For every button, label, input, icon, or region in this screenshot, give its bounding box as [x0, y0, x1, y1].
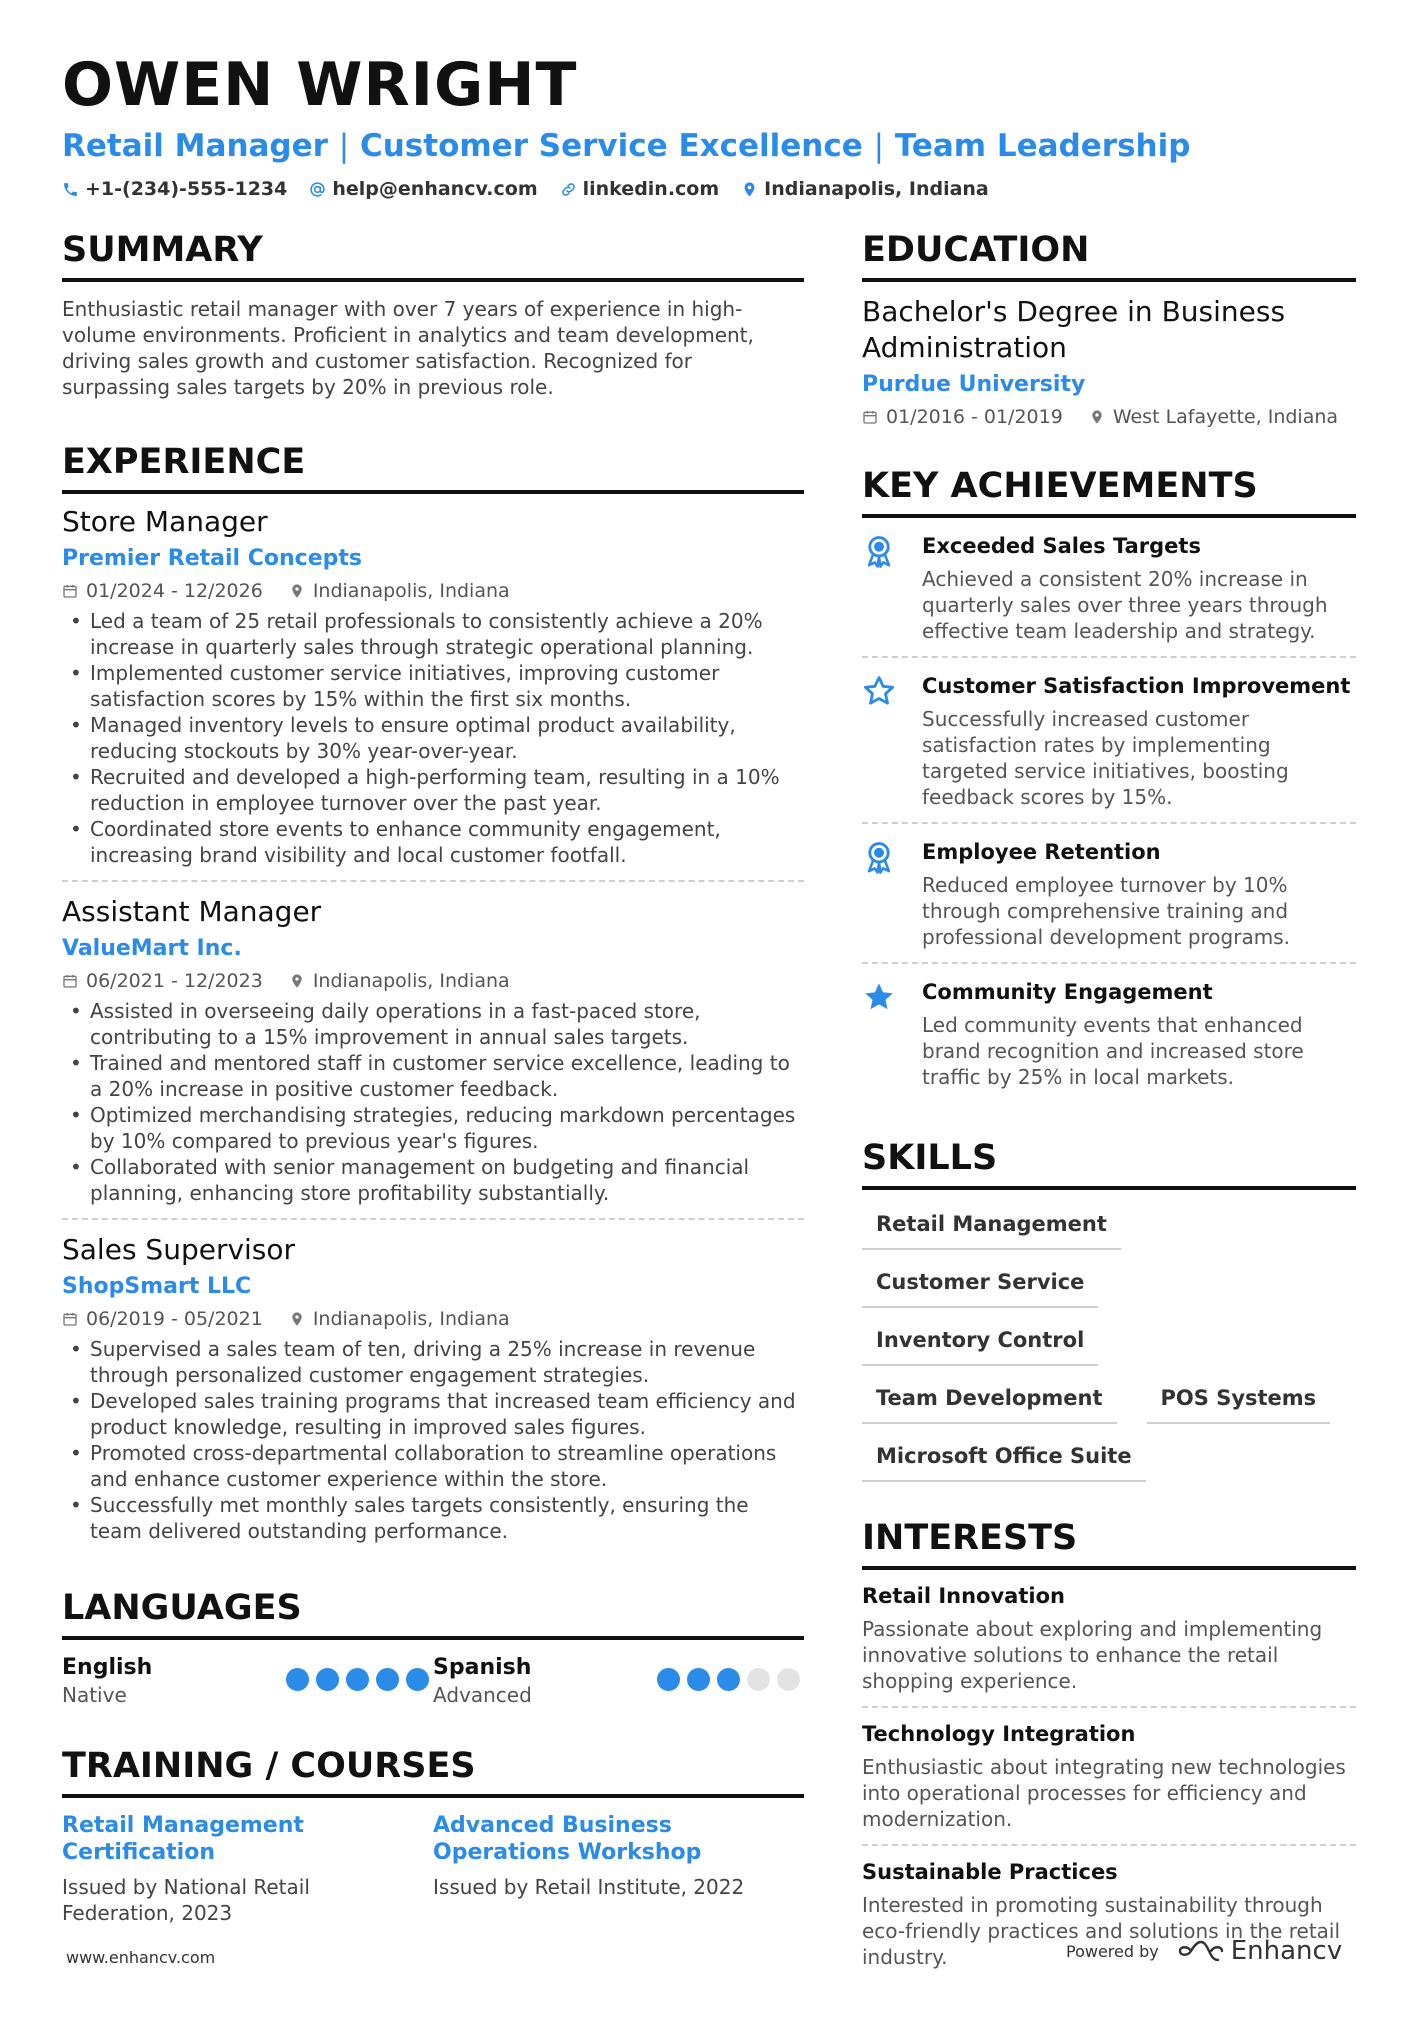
section-title: EXPERIENCE	[62, 440, 804, 494]
language-level: Native	[62, 1683, 127, 1707]
linkedin-text: linkedin.com	[582, 178, 720, 200]
star-filled-icon	[862, 980, 896, 1014]
calendar-icon	[62, 973, 78, 989]
right-column	[862, 228, 1356, 2026]
job-bullets	[62, 998, 804, 1206]
achievement-item	[862, 518, 1356, 658]
achievement-icon-wrap	[862, 978, 906, 1090]
course-item	[433, 1812, 804, 1926]
education-meta	[862, 406, 1356, 428]
calendar-icon	[862, 409, 878, 425]
language-name: Spanish	[433, 1655, 532, 1680]
education-section	[862, 228, 1356, 428]
education-location	[1089, 406, 1338, 428]
proficiency-dot-filled	[376, 1668, 399, 1691]
achievement-desc: Led community events that enhanced brand recognition and increased store traffic by 25% in local markets.	[922, 1013, 1304, 1089]
skill-tag: Inventory Control	[862, 1322, 1098, 1366]
dates-text: 06/2019 - 05/2021	[86, 1308, 263, 1330]
bullet: • Successfully met monthly sales targets consistently, ensuring the team delivered outstanding performance.	[62, 1492, 804, 1544]
dates-text: 01/2016 - 01/2019	[886, 406, 1063, 428]
interest-desc: Enthusiastic about integrating new technologies into operational processes for efficiency and modernization.	[862, 1755, 1346, 1831]
job-entry	[62, 882, 804, 1220]
language-level: Advanced	[433, 1683, 532, 1707]
skill-tag: Team Development	[862, 1380, 1117, 1424]
proficiency-dot-filled	[286, 1668, 309, 1691]
achievement-title: Community Engagement	[922, 980, 1213, 1004]
job-bullets	[62, 608, 804, 868]
location-text: Indianapolis, Indiana	[312, 580, 510, 602]
footer-branding	[1066, 1936, 1342, 1966]
email-text: help@enhancv.com	[332, 178, 538, 200]
location-pin-icon	[1089, 409, 1105, 425]
job-location	[289, 970, 510, 992]
bullet: • Coordinated store events to enhance community engagement, increasing brand visibility and local customer footfall.	[62, 816, 804, 868]
education-dates	[862, 406, 1063, 428]
skill-tag: POS Systems	[1147, 1380, 1331, 1424]
bullet: • Optimized merchandising strategies, reducing markdown percentages by 10% compared to previous year's figures.	[62, 1102, 804, 1154]
interest-item	[862, 1708, 1356, 1846]
achievement-icon-wrap	[862, 532, 906, 644]
job-title: Store Manager	[62, 505, 268, 538]
job-title: Assistant Manager	[62, 895, 322, 928]
proficiency-dots	[657, 1668, 800, 1708]
company-name: Premier Retail Concepts	[62, 546, 362, 571]
skill-tag: Customer Service	[862, 1264, 1098, 1308]
achievement-title: Employee Retention	[922, 840, 1161, 864]
training-section	[62, 1744, 804, 1926]
enhancv-logo-icon	[1177, 1938, 1225, 1964]
bullet: • Collaborated with senior management on budgeting and financial planning, enhancing store profitability substantially.	[62, 1154, 804, 1206]
course-desc: Issued by Retail Institute, 2022	[433, 1875, 745, 1899]
section-title: SUMMARY	[62, 228, 804, 282]
section-title: TRAINING / COURSES	[62, 1744, 804, 1798]
summary-section	[62, 228, 804, 400]
job-location	[289, 1308, 510, 1330]
achievement-title: Exceeded Sales Targets	[922, 534, 1201, 558]
language-list	[62, 1654, 804, 1708]
headline	[62, 126, 1362, 166]
language-name: English	[62, 1655, 153, 1680]
achievement-desc: Achieved a consistent 20% increase in quarterly sales over three years through effective team leadership and strategy.	[922, 567, 1328, 643]
achievement-desc: Successfully increased customer satisfaction rates by implementing targeted service initiatives, boosting feedback scores by 15%.	[922, 707, 1289, 809]
link-icon	[560, 181, 577, 198]
interest-title: Retail Innovation	[862, 1584, 1065, 1608]
candidate-name: OWEN WRIGHT	[62, 50, 578, 120]
course-name: Retail Management Certification	[62, 1813, 304, 1865]
section-title: INTERESTS	[862, 1516, 1356, 1570]
job-dates	[62, 580, 263, 602]
bullet: • Promoted cross-departmental collaboration to streamline operations and enhance customer experience within the store.	[62, 1440, 804, 1492]
achievements-section	[862, 464, 1356, 1102]
dates-text: 06/2021 - 12/2023	[86, 970, 263, 992]
calendar-icon	[62, 583, 78, 599]
course-name: Advanced Business Operations Workshop	[433, 1813, 702, 1865]
location-pin-icon	[289, 1311, 305, 1327]
proficiency-dot-filled	[406, 1668, 429, 1691]
location-pin-icon	[289, 583, 305, 599]
bullet: • Assisted in overseeing daily operations in a fast-paced store, contributing to a 15% improvement in annual sales targets.	[62, 998, 804, 1050]
interest-title: Technology Integration	[862, 1722, 1136, 1746]
award-ribbon-icon	[862, 534, 896, 568]
award-ribbon-icon	[862, 840, 896, 874]
achievement-icon-wrap	[862, 838, 906, 950]
achievement-item	[862, 964, 1356, 1102]
location-text: Indianapolis, Indiana	[312, 970, 510, 992]
phone-icon	[62, 181, 79, 198]
section-title: LANGUAGES	[62, 1586, 804, 1640]
star-outline-icon	[862, 674, 896, 708]
proficiency-dots	[286, 1668, 429, 1708]
school-name: Purdue University	[862, 372, 1086, 397]
company-name: ValueMart Inc.	[62, 936, 242, 961]
powered-by-text: Powered by	[1066, 1941, 1159, 1961]
interests-section	[862, 1516, 1356, 1982]
brand-logo[interactable]	[1177, 1936, 1342, 1966]
interest-desc: Passionate about exploring and implementing innovative solutions to enhance the retail shopping experience.	[862, 1617, 1323, 1693]
phone-text: +1-(234)-555-1234	[85, 178, 288, 200]
headline-part: Team Leadership	[894, 128, 1191, 164]
job-location	[289, 580, 510, 602]
achievement-item	[862, 658, 1356, 824]
skill-tag: Retail Management	[862, 1206, 1121, 1250]
degree-name: Bachelor's Degree in Business Administration	[862, 295, 1286, 364]
location-text: Indianapolis, Indiana	[312, 1308, 510, 1330]
achievement-item	[862, 824, 1356, 964]
location-text: West Lafayette, Indiana	[1112, 406, 1339, 428]
course-desc: Issued by National Retail Federation, 2023	[62, 1875, 310, 1925]
skills-section	[862, 1136, 1356, 1482]
job-entry	[62, 1220, 804, 1556]
skill-list	[862, 1206, 1356, 1482]
proficiency-dot-filled	[316, 1668, 339, 1691]
languages-section	[62, 1586, 804, 1708]
interest-title: Sustainable Practices	[862, 1860, 1118, 1884]
job-meta	[62, 580, 804, 602]
dates-text: 01/2024 - 12/2026	[86, 580, 263, 602]
headline-part: Customer Service Excellence	[359, 128, 863, 164]
achievement-desc: Reduced employee turnover by 10% through comprehensive training and professional development programs.	[922, 873, 1290, 949]
job-entry	[62, 494, 804, 882]
course-list	[62, 1812, 804, 1926]
proficiency-dot-filled	[687, 1668, 710, 1691]
course-item	[62, 1812, 433, 1926]
proficiency-dot-empty	[777, 1668, 800, 1691]
bullet: • Led a team of 25 retail professionals to consistently achieve a 20% increase in quarterly sales through strategic operational planning.	[62, 608, 804, 660]
bullet: • Developed sales training programs that increased team efficiency and product knowledge, resulting in improved sales figures.	[62, 1388, 804, 1440]
job-title: Sales Supervisor	[62, 1233, 296, 1266]
contact-linkedin[interactable]	[560, 178, 720, 200]
language-item	[62, 1654, 433, 1708]
headline-separator: |	[873, 128, 885, 164]
proficiency-dot-filled	[346, 1668, 369, 1691]
proficiency-dot-empty	[747, 1668, 770, 1691]
at-icon	[309, 181, 326, 198]
footer-website[interactable]: www.enhancv.com	[66, 1948, 216, 1967]
location-pin-icon	[289, 973, 305, 989]
job-bullets	[62, 1336, 804, 1544]
section-title: SKILLS	[862, 1136, 1356, 1190]
contact-bar	[62, 178, 1362, 200]
bullet: • Managed inventory levels to ensure optimal product availability, reducing stockouts by 30% year-over-year.	[62, 712, 804, 764]
achievement-icon-wrap	[862, 672, 906, 810]
headline-separator: |	[338, 128, 350, 164]
job-dates	[62, 970, 263, 992]
contact-email[interactable]	[309, 178, 537, 200]
contact-phone[interactable]	[62, 178, 287, 200]
section-title: KEY ACHIEVEMENTS	[862, 464, 1356, 518]
section-title: EDUCATION	[862, 228, 1356, 282]
language-item	[433, 1654, 804, 1708]
achievement-title: Customer Satisfaction Improvement	[922, 674, 1351, 698]
bullet: • Implemented customer service initiatives, improving customer satisfaction scores by 15% within the first six months.	[62, 660, 804, 712]
resume-header	[62, 50, 1362, 200]
proficiency-dot-filled	[717, 1668, 740, 1691]
job-dates	[62, 1308, 263, 1330]
calendar-icon	[62, 1311, 78, 1327]
left-column	[62, 228, 804, 1970]
skill-tag: Microsoft Office Suite	[862, 1438, 1146, 1482]
company-name: ShopSmart LLC	[62, 1274, 252, 1299]
job-meta	[62, 1308, 804, 1330]
brand-name: Enhancv	[1230, 1936, 1343, 1966]
headline-part: Retail Manager	[62, 128, 328, 164]
summary-text: Enthusiastic retail manager with over 7 years of experience in high-volume environments. Proficient in analytics and team development, driving sales growth and customer satisfaction. Recognized for surpassing sales targets by 20% in previous role.	[62, 297, 754, 399]
interest-item	[862, 1570, 1356, 1708]
bullet: • Supervised a sales team of ten, driving a 25% increase in revenue through personalized customer engagement strategies.	[62, 1336, 804, 1388]
location-pin-icon	[741, 181, 758, 198]
contact-location	[741, 178, 989, 200]
job-meta	[62, 970, 804, 992]
bullet: • Recruited and developed a high-performing team, resulting in a 10% reduction in employee turnover over the past year.	[62, 764, 804, 816]
bullet: • Trained and mentored staff in customer service excellence, leading to a 20% increase in positive customer feedback.	[62, 1050, 804, 1102]
location-text: Indianapolis, Indiana	[764, 178, 989, 200]
experience-section	[62, 440, 804, 1556]
proficiency-dot-filled	[657, 1668, 680, 1691]
interest-desc: Interested in promoting sustainability through eco-friendly practices and solutions in the retail industry.	[862, 1893, 1341, 1969]
